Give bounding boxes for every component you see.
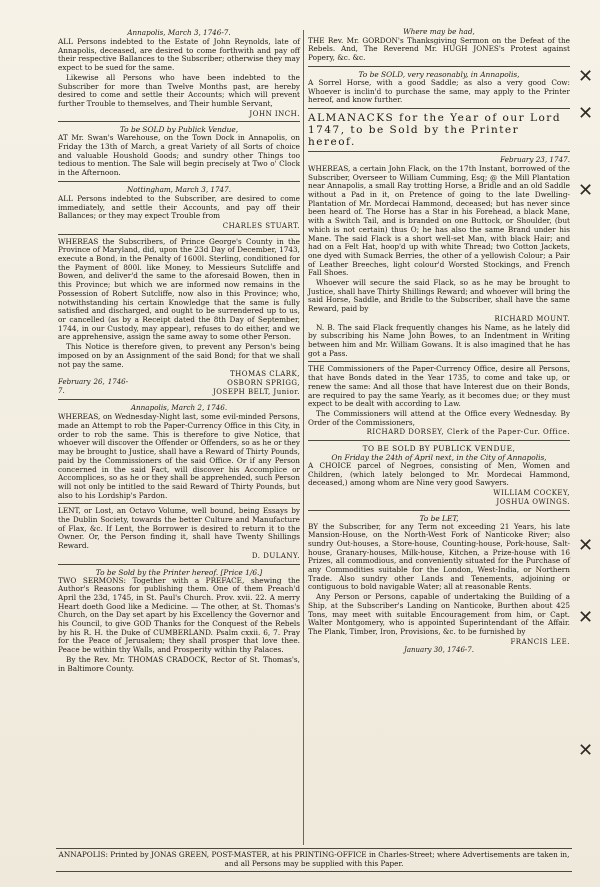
- advertisement-gordon-sermon: [308, 28, 570, 63]
- separator: [308, 440, 570, 441]
- dateline: February 23, 1747.: [500, 154, 570, 164]
- dateline: Nottingham, March 3, 1747.: [127, 184, 231, 194]
- signature: CHARLES STUART.: [222, 221, 300, 230]
- ad-body: A Sorrel Horse, with a good Saddle; as also a very good Cow: Whoever is inclin'd to purchase the same, may apply to the Printer hereof, and know further.: [308, 77, 570, 105]
- ad-body: A CHOICE parcel of Negroes, consisting of Men, Women and Children, (which lately belonged to Mr. Mordecai Hammond, deceased,) among whom are Nine very good Sawyers.: [308, 461, 570, 488]
- advertisement-reynolds-estate: [58, 28, 300, 118]
- advertisement-sermons: [58, 568, 300, 674]
- handwritten-x-mark-icon: ✕: [578, 66, 594, 87]
- signature: RICHARD DORSEY, Clerk of the Paper-Cur. Office.: [366, 428, 570, 437]
- advertisement-flack-horse: [308, 155, 570, 358]
- handwritten-x-mark-icon: ✕: [578, 535, 594, 556]
- ad-body: THE Rev. Mr. GORDON's Thanksgiving Sermon on the Defeat of the Rebels. And, The Reverend Mr. HUGH JONES's Protest against Popery, &c. &c.: [308, 35, 570, 63]
- printer-imprint: ANNAPOLIS: Printed by JONAS GREEN, POST-MASTER, at his PRINTING-OFFICE in Charles-Street; where Advertisements are taken in, and all Persons may be supplied with this Paper.: [56, 848, 572, 872]
- dateline: Annapolis, March 3, 1746-7.: [127, 28, 231, 37]
- separator: [308, 66, 570, 67]
- advertisement-negroes-vendue: [308, 444, 570, 507]
- ad-body-2: The Commissioners will attend at the Office every Wednesday. By Order of the Commissioners,: [308, 408, 570, 427]
- ad-caption-2: On Friday the 24th of April next, in the City of Annapolis,: [331, 453, 547, 463]
- advertisement-lost-volume: [58, 507, 300, 560]
- handwritten-x-mark-icon: ✕: [578, 103, 594, 124]
- ad-body-2: By the Rev. Mr. THOMAS CRADOCK, Rector of St. Thomas's, in Baltimore County.: [58, 654, 300, 673]
- separator: [58, 399, 300, 400]
- handwritten-x-mark-icon: ✕: [578, 180, 594, 201]
- advertisement-horse-sale: [308, 70, 570, 105]
- ad-body: WHEREAS, on Wednesday-Night last, some evil-minded Persons, made an Attempt to rob the Paper-Currency Office in this City, in order to rob the same. This is therefore to give Notice, that whoever will discover the Offender or Offenders, so as he or they may be brought to Justice, shall have a Reward of Thirty Pounds, paid by the Commissioners of the said Office. Or if any Person concerned in the said Fact, will discover his Accomplice or Accomplices, so as he or they shall be apprehended, such Person will not only be intitled to the said Reward of Thirty Pounds, but also to his Lordship's Pardon.: [58, 412, 300, 500]
- ad-body-2: Likewise all Persons who have been indebted to the Subscriber for more than Twelve Months past, are hereby desired to come and settle their Accounts; which will prevent further Trouble to themselves, and Their humble Servant,: [58, 72, 300, 108]
- advertisement-bond-notice: [58, 238, 300, 397]
- signature-list: [213, 370, 300, 396]
- ad-caption: To be LET,: [419, 513, 459, 523]
- signature: THOMAS CLARK,: [229, 370, 300, 379]
- ad-caption: To be SOLD, very reasonably, in Annapolis,: [358, 69, 520, 79]
- signature: D. DULANY.: [251, 551, 300, 560]
- ad-body: TWO SERMONS: Together with a PREFACE, shewing the Author's Reasons for publishing them. One of them Preach'd April the 23d, 1745, in St. Paul's Church. Prov. xvii. 22. A merry Heart doeth Good like a Medicine. — The other, at St. Thomas's Church, on the Day set apart by his Excellency the Governor and his Council, to give GOD Thanks for the Conquest of the Rebels by his R. H. the Duke of CUMBERLAND. Psalm cxxii. 6, 7. Pray for the Peace of Jerusalem; they shall prosper that love thee. Peace be within thy Walls, and Prosperity within thy Palaces.: [58, 575, 300, 655]
- right-column: [308, 28, 570, 655]
- handwritten-x-mark-icon: ✕: [578, 740, 594, 761]
- ad-date: February 26, 1746-7.: [58, 378, 128, 395]
- signature: WILLIAM COCKEY,: [493, 489, 570, 498]
- separator: [58, 234, 300, 235]
- ad-body-3: N. B. The said Flack frequently changes his Name, as he lately did by subscribing his Name John Bowes, to an Indentment in Writing between him and Mr. William Gowans. It is also imagined that he has got a Pass.: [308, 322, 570, 358]
- handwritten-x-mark-icon: ✕: [578, 607, 594, 628]
- ad-body: ALL Persons indebted to the Subscriber, are desired to come immediately, and settle their Accounts, and pay off their Ballances; or they may expect Trouble from: [58, 193, 300, 221]
- ad-body: WHEREAS, a certain John Flack, on the 17th Instant, borrowed of the Subscriber, Overseer to William Cumming, Esq; @ the Mill Plantation near Annapolis, a small Ray trotting Horse, a Bridle and an old Saddle without a Pad in it, on Pretence of going to the late Dwelling-Plantation of Mr. Mordecai Hammond, deceased; but has never since been heard of. The Horse has a Star in his Forehead, a black Mane, with a Switch Tail, and is branded on one Buttock, or Shoulder, (but which is not certain) thus O; he has also the same Brand under his Mane. The said Flack is a short well-set Man, with black Hair; and had on a Felt Hat, hoop'd up with white Thread; two Cotton Jackets, one dyed with Sumack Berries, the other of a yellowish Colour; a Pair of Leather Breeches, light colour'd Worsted Stockings, and French Fall Shoes.: [308, 163, 570, 278]
- left-column: [58, 28, 300, 674]
- ad-body-2: This Notice is therefore given, to prevent any Person's being imposed on by an Assignment of the said Bond; for that we shall not pay the same.: [58, 342, 300, 369]
- signature: JOHN INCH.: [249, 109, 300, 118]
- ad-caption: To be Sold by the Printer hereof. [Price 1/6.]: [95, 567, 263, 577]
- advertisement-to-let: [308, 514, 570, 656]
- ad-caption: TO BE SOLD BY PUBLICK VENDUE,: [362, 444, 516, 454]
- separator: [58, 503, 300, 504]
- signature: FRANCIS LEE.: [510, 637, 570, 646]
- ad-body-2: Whoever will secure the said Flack, so as he may be brought to Justice, shall have Thirty Shillings Reward; and whoever will bring the said Horse, Saddle, and Bridle to the Subscriber, shall have the same Reward, paid by: [308, 278, 570, 314]
- dateline: Annapolis, March 2, 1746.: [130, 403, 228, 413]
- ad-body: THE Commissioners of the Paper-Currency Office, desire all Persons, that have Bonds dated in the Year 1735, to come and take up, or renew the same: And all those that have Interest due on their Bonds, are required to pay the same Yearly, as it becomes due; or they must expect to be dealt with according to Law.: [308, 364, 570, 409]
- separator: [308, 361, 570, 362]
- separator: [308, 108, 570, 109]
- advertisement-swan-vendue: [58, 125, 300, 178]
- ad-body: ALL Persons indebted to the Estate of John Reynolds, late of Annapolis, deceased, are desired to come forthwith and pay off their respective Ballances to the Subscriber; otherwise they may expect to be sued for the same.: [58, 37, 300, 73]
- separator: [58, 181, 300, 182]
- advertisement-stuart: [58, 185, 300, 231]
- signature: JOSEPH BELT, Junior.: [213, 387, 300, 396]
- signature: OSBORN SPRIGG,: [227, 378, 300, 387]
- separator: [308, 151, 570, 152]
- signature-block: [58, 370, 300, 396]
- column-divider: [303, 30, 304, 845]
- ad-body: ALMANACKS for the Year of our Lord 1747, to be Sold by the Printer hereof.: [308, 111, 562, 148]
- signature: JOSHUA OWINGS.: [496, 497, 570, 506]
- ad-body: WHEREAS the Subscribers, of Prince George's County in the Province of Maryland, did, upon the 23d Day of December, 1743, execute a Bond, in the Penalty of 1600l. Sterling, conditioned for the Payment of 800l. like Money, to Messieurs Sutcliffe and Bowen, and deliver'd the same to the aforesaid Bowen, then in this Province; but which we are informed now remains in the Possession of Robert Sutcliffe, now also in this Province; who, notwithstanding his certain Knowledge that the same is fully satisfied and discharged, and ought to be surrendered up to us, or cancelled (as by a Receipt dated the 8th Day of September, 1744, in our Custody, may appear), refuses to do either, and we are apprehensive, assign the same away to some other Person.: [58, 236, 300, 342]
- separator: [58, 121, 300, 122]
- separator: [308, 510, 570, 511]
- ad-body: BY the Subscriber, for any Term not exceeding 21 Years, his late Mansion-House, on the North-West Fork of Nanticoke River; also sundry Out-houses, a Store-house, Counting-house, Pork-house, Salt-house, Granary-houses, Milk-house, Kitchen, a Prize-house with 16 Prizes, all commodious, and conveniently situated for the Purchase of any Commodities suitable for the London, West-India, or Northern Trade. Also sundry other Lands and Tenements, adjoining or contiguous to bold navigable Water; all at reasonable Rents.: [308, 521, 570, 592]
- ad-body: AT Mr. Swan's Warehouse, on the Town Dock in Annapolis, on Friday the 13th of March, a great Variety of all Sorts of choice and valuable Houshold Goods; and sundry other Things too tedious to mention. The Sale will begin precisely at Two o' Clock in the Afternoon.: [58, 133, 300, 178]
- advertisement-paper-currency-bonds: [308, 365, 570, 437]
- ad-caption: To be SOLD by Publick Vendue,: [119, 125, 239, 135]
- separator: [58, 564, 300, 565]
- signature: RICHARD MOUNT.: [494, 314, 570, 323]
- ad-intro: Where may be had,: [403, 27, 475, 36]
- ad-body-2: Any Person or Persons, capable of undertaking the Building of a Ship, at the Subscriber's Landing on Nanticoke, Burthen about 425 Tons, may meet with suitable Encouragement from him, or Capt. Walter Montgomery, who is appointed Superintendant of the Affair. The Plank, Timber, Iron, Provisions, &c. to be furnished by: [308, 592, 570, 636]
- advertisement-almanacks: [308, 112, 570, 148]
- ad-date: January 30, 1746-7.: [404, 646, 474, 655]
- ad-body: LENT, or Lost, an Octavo Volume, well bound, being Essays by the Dublin Society, towards the better Culture and Manufacture of Flax, &c. If Lent, the Borrower is desired to return it to the Owner. Or, the Person finding it, shall have Twenty Shillings Reward.: [58, 506, 300, 551]
- advertisement-paper-currency-reward: [58, 403, 300, 500]
